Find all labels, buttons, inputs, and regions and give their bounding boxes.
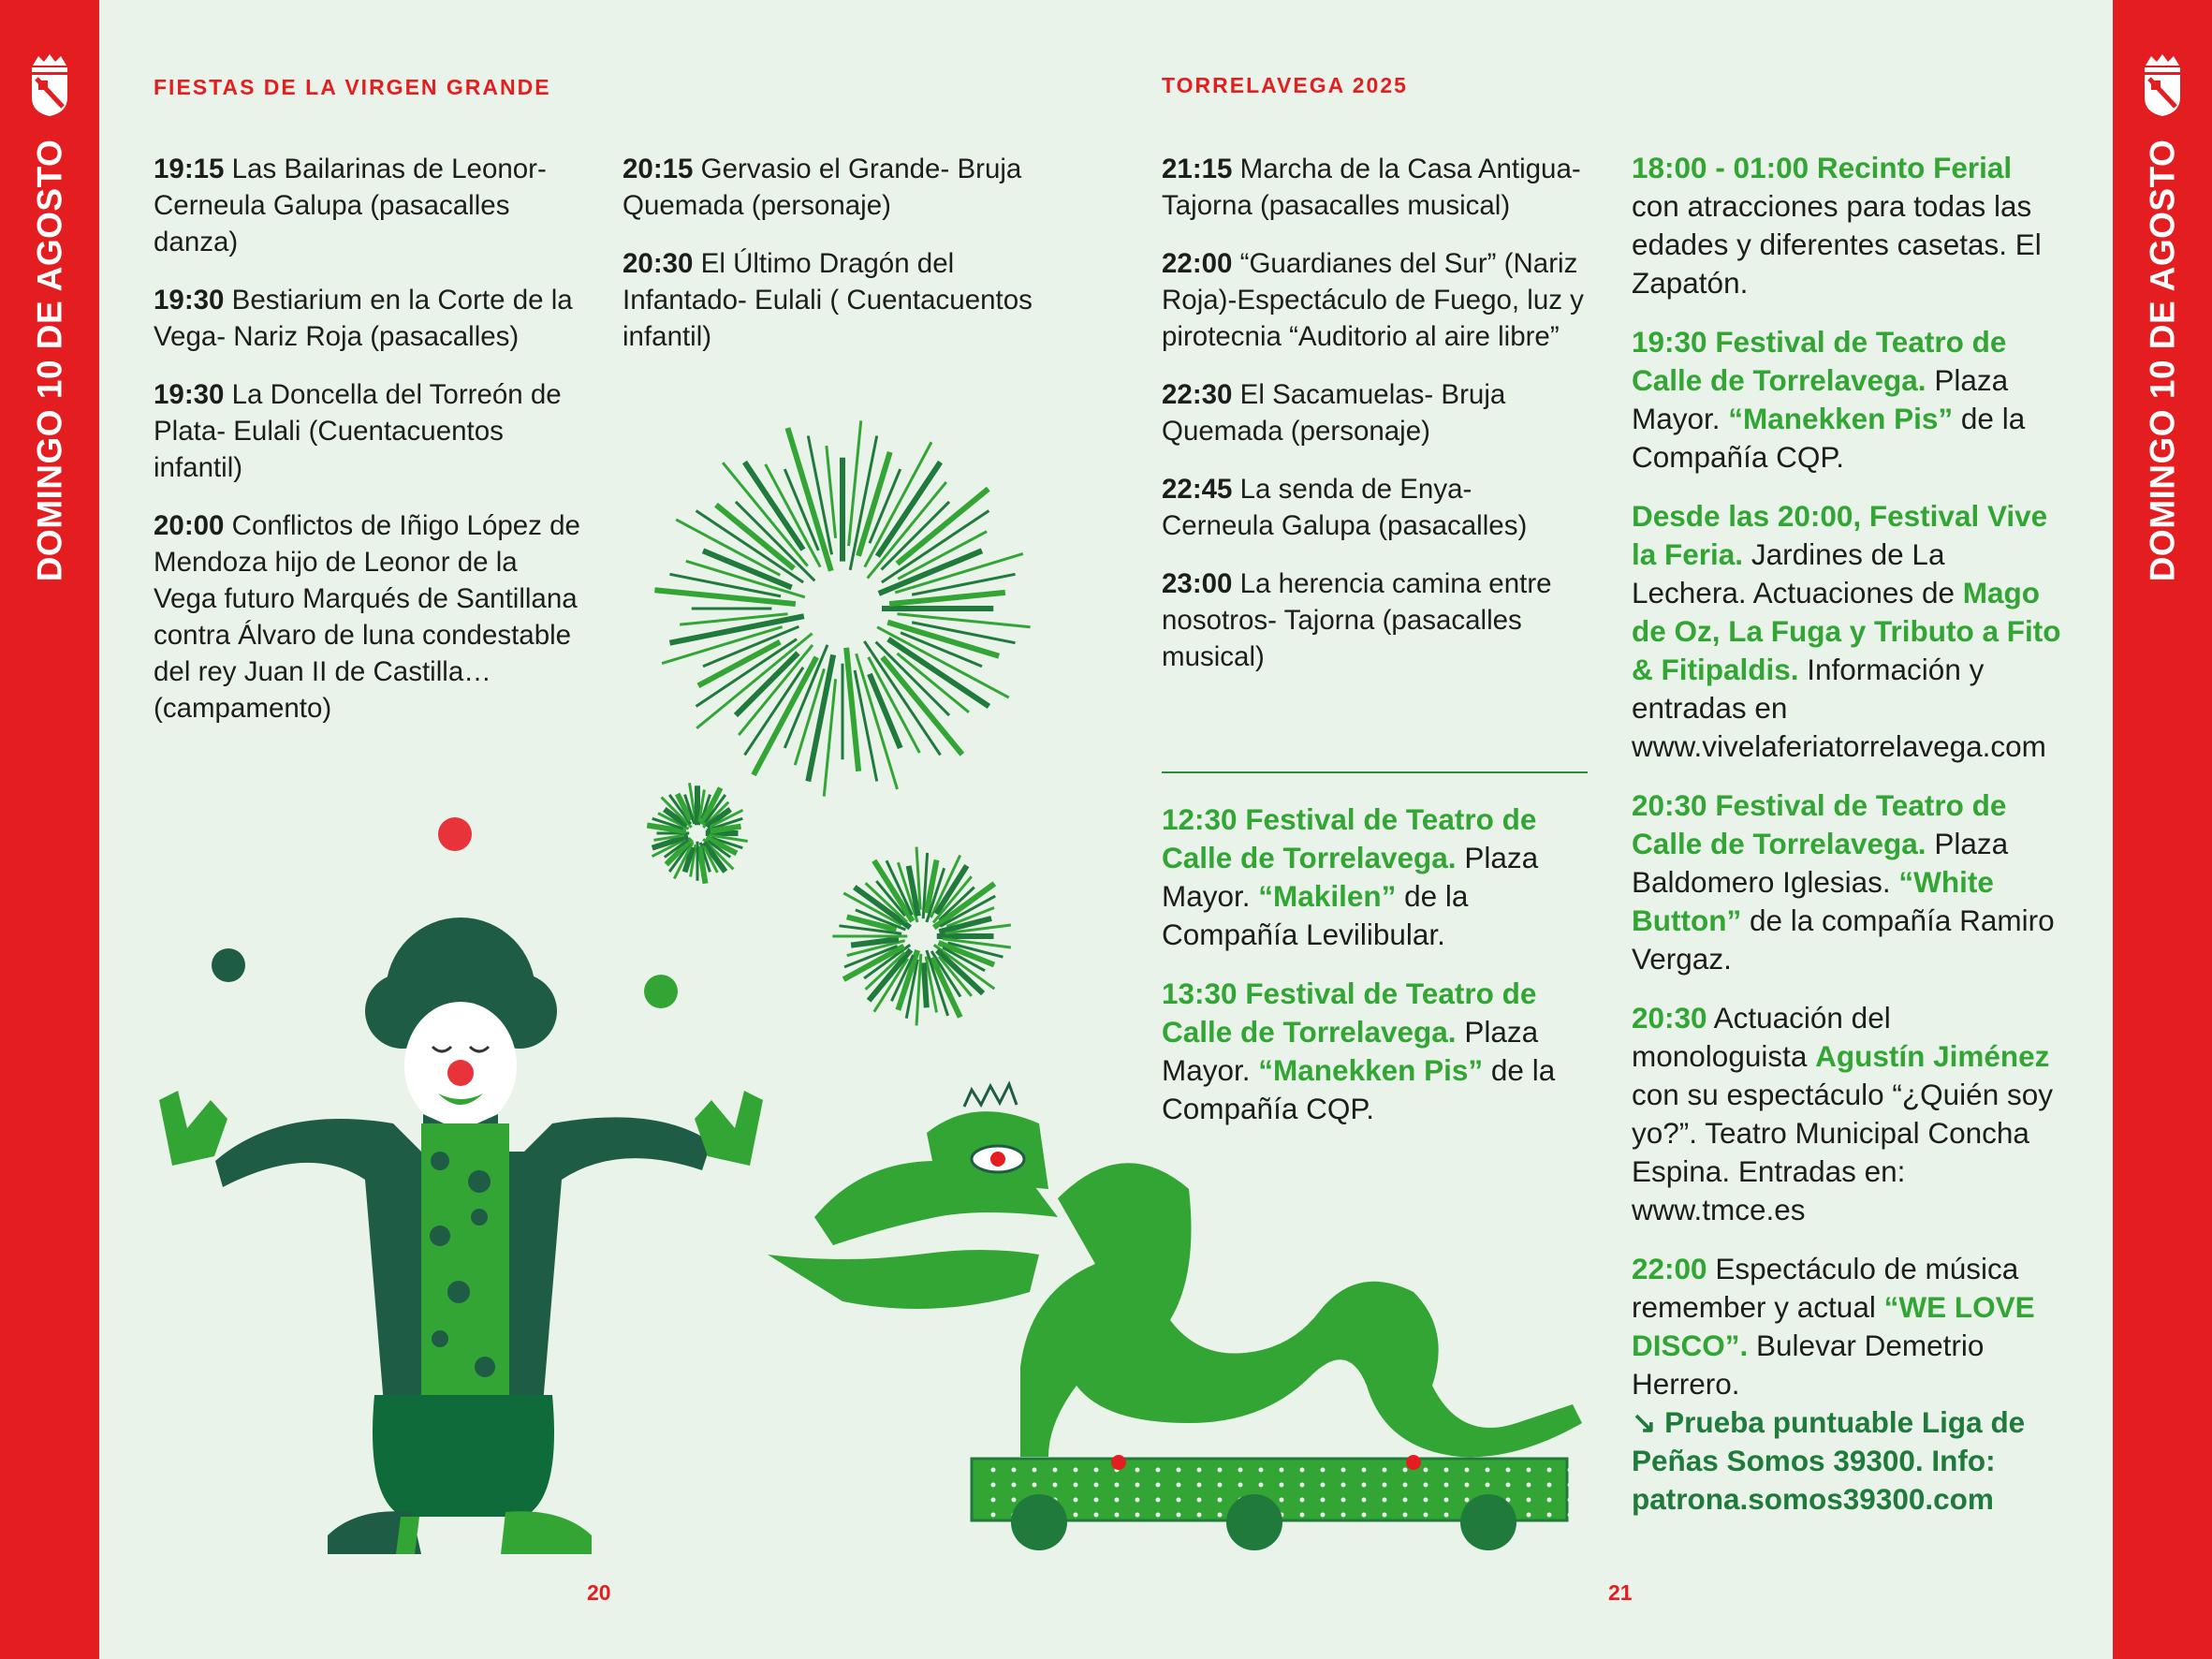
float-star [1486, 1483, 1490, 1488]
page-number-left: 20 [587, 1580, 611, 1605]
float-star [991, 1483, 996, 1488]
event-description: Las Bailarinas de Leonor- Cerneula Galupa (pasacalles danza) [154, 154, 547, 257]
float-star [1362, 1498, 1367, 1503]
schedule-column-3 [1162, 151, 1588, 697]
float-star [1156, 1468, 1161, 1473]
event-heading: 12:30 Festival de Teatro de Calle de Torrelavega. [1162, 802, 1537, 874]
firework-icon [654, 420, 1030, 796]
event-heading: 19:30 Festival de Teatro de Calle de Torrelavega. [1632, 325, 2007, 397]
float-star [1547, 1513, 1552, 1518]
event-entry [1162, 471, 1588, 544]
event-time: 19:30 [154, 285, 225, 316]
firework-icon [647, 783, 747, 883]
float-star [1362, 1468, 1367, 1473]
float-star [1383, 1513, 1387, 1518]
juggling-ball [438, 817, 472, 851]
firework-ray [846, 648, 858, 771]
event-entry [1632, 149, 2067, 302]
float-star [1321, 1483, 1326, 1488]
event-description: Información y entradas en www.vivelaferiatorrelavega.com [1632, 653, 2046, 763]
float-star [1444, 1513, 1449, 1518]
float-star [1074, 1498, 1078, 1503]
float-star [991, 1468, 996, 1473]
float-star [1383, 1468, 1387, 1473]
float-star [1486, 1468, 1490, 1473]
float-star [1218, 1498, 1223, 1503]
float-star [1115, 1498, 1120, 1503]
float-star [1444, 1498, 1449, 1503]
event-description: Plaza Mayor. [1162, 841, 1539, 913]
event-entry [1632, 999, 2067, 1229]
event-entry [1632, 786, 2067, 978]
float-star [1568, 1513, 1573, 1518]
event-description: Plaza Mayor. [1632, 363, 2009, 435]
float-star [1403, 1498, 1408, 1503]
float-star [1341, 1498, 1346, 1503]
event-entry [1632, 323, 2067, 477]
float-star [1135, 1513, 1140, 1518]
juggling-ball [212, 948, 245, 982]
float-star [1403, 1468, 1408, 1473]
show-title: “White Button” [1632, 865, 1994, 937]
event-entry [154, 507, 584, 727]
arrow-icon: ↘ [1632, 1405, 1657, 1439]
float-star [1321, 1498, 1326, 1503]
float-star [1238, 1483, 1243, 1488]
float-star [1341, 1468, 1346, 1473]
float-star [1444, 1468, 1449, 1473]
firework-ray [898, 614, 1031, 627]
float-star [1362, 1513, 1367, 1518]
float-star [1280, 1468, 1284, 1473]
event-description: de la Compañía CQP. [1632, 402, 2026, 474]
firework-ray [808, 654, 833, 781]
event-description: Bestiarium en la Corte de la Vega- Nariz Roja (pasacalles) [154, 285, 573, 352]
event-entry [154, 282, 584, 355]
event-entry [1162, 975, 1588, 1128]
event-time: 21:15 [1162, 154, 1233, 184]
float-star [1465, 1498, 1470, 1503]
float-star [1197, 1513, 1202, 1518]
float-star [1218, 1483, 1223, 1488]
event-entry [1162, 565, 1588, 675]
event-description: Marcha de la Casa Antigua- Tajorna (pasacalles musical) [1162, 154, 1581, 221]
float-star [1424, 1483, 1428, 1488]
float-star [1300, 1483, 1305, 1488]
float-star [1033, 1468, 1037, 1473]
float-star [1197, 1498, 1202, 1503]
float-star [1094, 1468, 1099, 1473]
show-title: “Makilen” [1258, 879, 1397, 913]
firework-ray [827, 446, 836, 538]
float-star [1135, 1468, 1140, 1473]
float-star [1177, 1468, 1181, 1473]
event-description: La Doncella del Torreón de Plata- Eulali (Cuentacuentos infantil) [154, 379, 562, 483]
float-star [1403, 1513, 1408, 1518]
float-star [1568, 1483, 1573, 1488]
float-star [1300, 1513, 1305, 1518]
float-star [1218, 1513, 1223, 1518]
float-star [1135, 1483, 1140, 1488]
float-star [1341, 1483, 1346, 1488]
float-star [1156, 1513, 1161, 1518]
float-star [1197, 1468, 1202, 1473]
event-description: de la Compañía Levilibular. [1162, 879, 1469, 951]
float-star [1094, 1513, 1099, 1518]
float-star [1012, 1468, 1017, 1473]
float-star [1053, 1468, 1058, 1473]
event-description: La senda de Enya- Cerneula Galupa (pasacalles) [1162, 474, 1528, 541]
event-time: 22:45 [1162, 474, 1233, 505]
float-star [1362, 1483, 1367, 1488]
show-title: “Manekken Pis” [1728, 402, 1954, 435]
event-entry [623, 151, 1044, 224]
running-head-right: TORRELAVEGA 2025 [1162, 73, 1408, 97]
firework-icon [832, 847, 1010, 1026]
float-star [1115, 1513, 1120, 1518]
event-description: de la compañía Ramiro Vergaz. [1632, 903, 2055, 976]
event-entry [1632, 1250, 2067, 1403]
schedule-column-3b [1162, 800, 1588, 1149]
event-heading: Desde las 20:00, Festival Vive la Feria. [1632, 499, 2048, 571]
float-star [1218, 1468, 1223, 1473]
float-star [1321, 1513, 1326, 1518]
float-star [1156, 1498, 1161, 1503]
event-note-text: Prueba puntuable Liga de Peñas Somos 39300. Info: patrona.somos39300.com [1632, 1405, 2026, 1516]
float-star [1300, 1498, 1305, 1503]
event-entry [154, 376, 584, 486]
event-description: La herencia camina entre nosotros- Tajorna (pasacalles musical) [1162, 568, 1552, 672]
event-entry [623, 245, 1044, 355]
event-entry [1632, 497, 2067, 766]
float-star [1300, 1468, 1305, 1473]
event-entry [1162, 376, 1588, 449]
event-description: El Último Dragón del Infantado- Eulali ( Cuentacuentos infantil) [623, 248, 1033, 352]
float-star [1177, 1498, 1181, 1503]
float-star [1506, 1468, 1511, 1473]
event-description: “Guardianes del Sur” (Nariz Roja)-Espectáculo de Fuego, luz y pirotecnia “Auditorio al aire libre” [1162, 248, 1584, 352]
float-star [1527, 1513, 1531, 1518]
float-star [991, 1513, 996, 1518]
float-star [1259, 1468, 1264, 1473]
float-star [1547, 1498, 1552, 1503]
event-time: 19:30 [154, 379, 225, 410]
dragon-illustration [768, 1084, 1582, 1550]
float-star [1568, 1498, 1573, 1503]
float-star [1094, 1483, 1099, 1488]
event-entry [1162, 800, 1588, 954]
event-entry [1162, 245, 1588, 355]
event-description: de la Compañía CQP. [1162, 1053, 1556, 1125]
schedule-column-2 [623, 151, 1044, 376]
section-divider [1162, 771, 1588, 773]
float-star [1424, 1468, 1428, 1473]
side-band-label: DOMINGO 10 DE AGOSTO [30, 139, 69, 582]
firework-ray [654, 590, 795, 604]
float-star [1053, 1483, 1058, 1488]
float-star [1506, 1483, 1511, 1488]
event-note [1632, 1403, 2067, 1519]
event-description: Plaza Mayor. [1162, 1015, 1539, 1087]
float-star [1547, 1483, 1552, 1488]
event-heading: 13:30 Festival de Teatro de Calle de Torrelavega. [1162, 976, 1537, 1049]
event-description: Bulevar Demetrio Herrero. [1632, 1329, 1985, 1401]
float-star [1341, 1513, 1346, 1518]
float-star [1115, 1483, 1120, 1488]
float-star [1012, 1498, 1017, 1503]
float-star [1177, 1483, 1181, 1488]
event-time: 23:00 [1162, 568, 1233, 599]
float-star [1156, 1483, 1161, 1488]
event-heading: 18:00 - 01:00 Recinto Ferial [1632, 151, 2013, 184]
float-star [1444, 1483, 1449, 1488]
float-star [1197, 1483, 1202, 1488]
event-time: 20:30 [623, 248, 694, 279]
float-star [1094, 1498, 1099, 1503]
float-star [1280, 1498, 1284, 1503]
event-time: 20:30 [1632, 1001, 1707, 1035]
float-star [1135, 1498, 1140, 1503]
float-star [1074, 1468, 1078, 1473]
artist-names: Mago de Oz, La Fuga y Tributo a Fito & Fitipaldis. [1632, 576, 2061, 686]
float-star [1465, 1468, 1470, 1473]
side-band-label: DOMINGO 10 DE AGOSTO [2143, 139, 2182, 582]
event-time: 20:15 [623, 154, 694, 184]
float-star [1424, 1498, 1428, 1503]
float-star [1568, 1468, 1573, 1473]
event-description: Jardines de La Lechera. Actuaciones de [1632, 537, 1963, 609]
float-star [1238, 1468, 1243, 1473]
float-star [1527, 1468, 1531, 1473]
event-time: 22:00 [1162, 248, 1233, 279]
performer-name: Agustín Jiménez [1815, 1039, 2050, 1073]
event-description: Gervasio el Grande- Bruja Quemada (personaje) [623, 154, 1022, 221]
float-star [1547, 1468, 1552, 1473]
float-star [1383, 1498, 1387, 1503]
float-star [1527, 1498, 1531, 1503]
schedule-column-4 [1632, 149, 2067, 1539]
float-star [1383, 1483, 1387, 1488]
float-star [1527, 1483, 1531, 1488]
float-star [1403, 1483, 1408, 1488]
event-description: con su espectáculo “¿Quién soy yo?”. Teatro Municipal Concha Espina. Entradas en: www.tmce.es [1632, 1078, 2053, 1226]
float-star [1074, 1483, 1078, 1488]
firework-ray [924, 962, 927, 1007]
page-number-right: 21 [1608, 1580, 1633, 1605]
clown-illustration [159, 918, 763, 1554]
juggling-ball [644, 975, 678, 1008]
float-star [1259, 1483, 1264, 1488]
float-star [1465, 1483, 1470, 1488]
event-description: Actuación del monologuista [1632, 1001, 1891, 1073]
running-head-left: FIESTAS DE LA VIRGEN GRANDE [154, 75, 551, 99]
float-star [1321, 1468, 1326, 1473]
event-description: con atracciones para todas las edades y diferentes casetas. El Zapatón. [1632, 189, 2042, 300]
show-title: “Manekken Pis” [1258, 1053, 1484, 1087]
event-entry [1162, 151, 1588, 224]
event-description: El Sacamuelas- Bruja Quemada (personaje) [1162, 379, 1506, 447]
float-star [1280, 1483, 1284, 1488]
float-star [991, 1498, 996, 1503]
show-title: “WE LOVE DISCO”. [1632, 1290, 2035, 1362]
firework-ray [889, 593, 1005, 604]
event-time: 19:15 [154, 154, 225, 184]
float-star [1074, 1513, 1078, 1518]
event-time: 22:30 [1162, 379, 1233, 410]
schedule-column-1 [154, 151, 584, 748]
event-heading: 20:30 Festival de Teatro de Calle de Torrelavega. [1632, 788, 2007, 860]
float-star [1424, 1513, 1428, 1518]
float-star [1012, 1483, 1017, 1488]
event-time: 20:00 [154, 510, 225, 541]
float-star [1177, 1513, 1181, 1518]
event-description: Espectáculo de música remember y actual [1632, 1252, 2019, 1324]
event-description: Conflictos de Iñigo López de Mendoza hijo de Leonor de la Vega futuro Marqués de Santillana contra Álvaro de luna condestable del rey Juan II de Castilla… (campamento) [154, 510, 580, 724]
event-entry [154, 151, 584, 260]
event-description: Plaza Baldomero Iglesias. [1632, 827, 2009, 899]
float-star [1033, 1483, 1037, 1488]
event-time: 22:00 [1632, 1252, 1707, 1285]
